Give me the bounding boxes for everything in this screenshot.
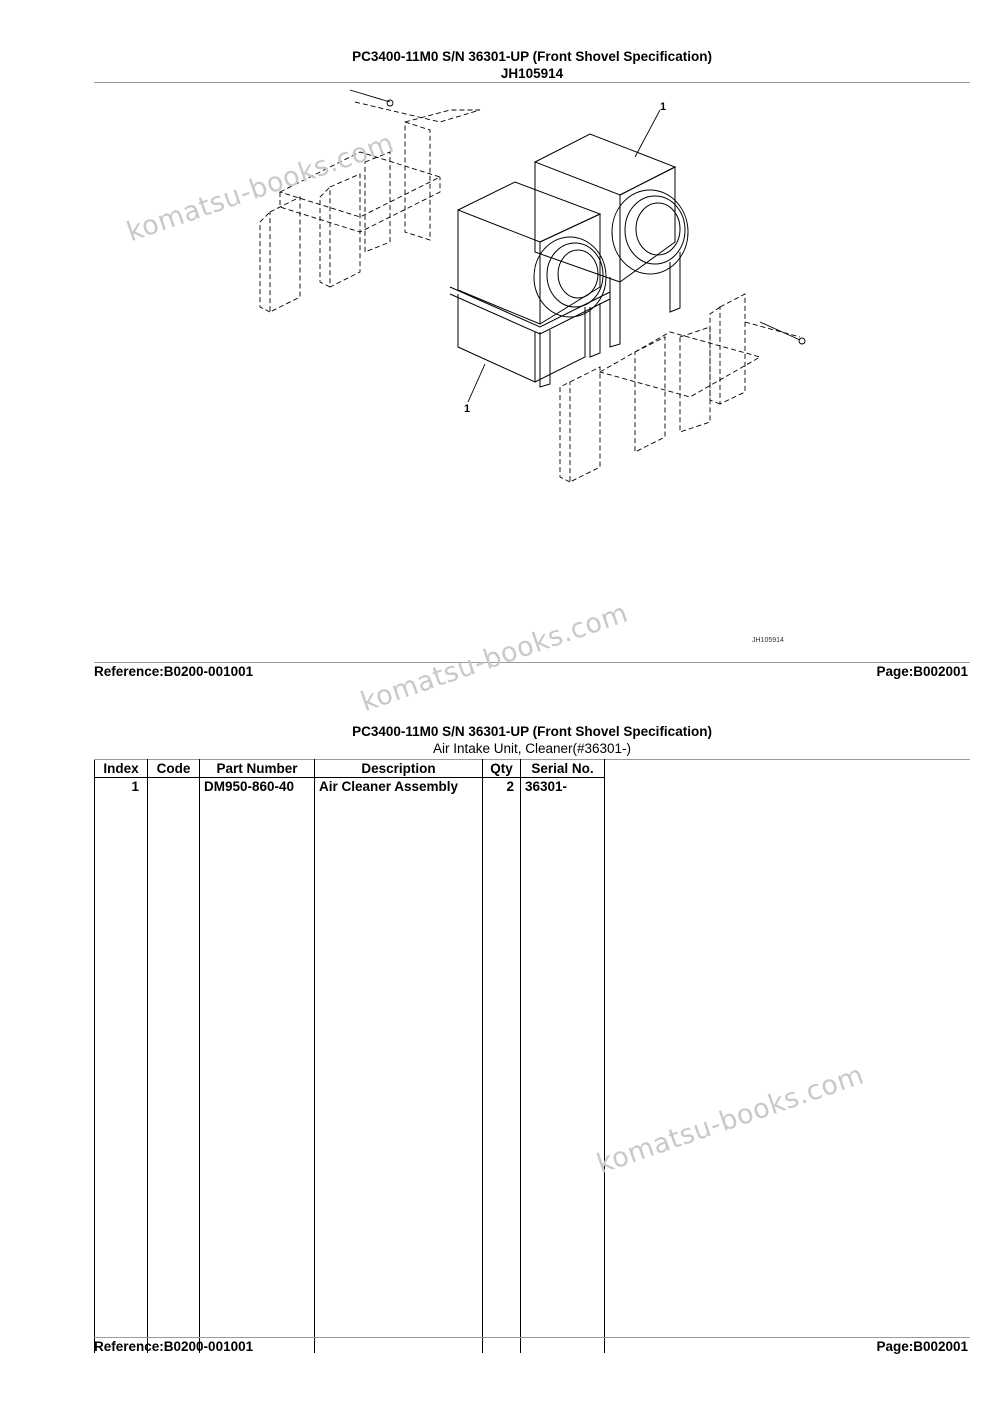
- bolt-hardware: [350, 90, 805, 344]
- left-bracket-outline: [260, 102, 480, 312]
- cell-code: [148, 778, 200, 796]
- header-blank: [605, 760, 971, 778]
- air-cleaner-unit-front: [450, 182, 610, 387]
- header-index: Index: [95, 760, 148, 778]
- reference-label: Reference:B0200-001001: [94, 664, 254, 679]
- watermark: komatsu-books.com: [122, 127, 398, 249]
- header-qty: Qty: [483, 760, 521, 778]
- table-row: [95, 778, 971, 796]
- cell-blank: [605, 778, 971, 796]
- cell-index: 1: [95, 778, 148, 796]
- cell-description: Air Cleaner Assembly: [315, 778, 483, 796]
- header-part-number: Part Number: [200, 760, 315, 778]
- cell-part-number: DM950-860-40: [200, 778, 315, 796]
- reference-label-parts: Reference:B0200-001001: [94, 1339, 254, 1354]
- page-title: PC3400-11M0 S/N 36301-UP (Front Shovel Specification): [352, 49, 712, 64]
- leader-line-top: [635, 110, 660, 157]
- watermark: komatsu-books.com: [592, 1059, 868, 1181]
- header-serial-no: Serial No.: [521, 760, 605, 778]
- figure-code-label: JH105914: [752, 637, 784, 644]
- air-cleaner-drawing: [240, 82, 820, 582]
- right-bracket-outline: [560, 294, 800, 482]
- leader-line-bottom: [468, 364, 485, 402]
- callout-1-top: 1: [660, 101, 667, 113]
- page-title-parts: PC3400-11M0 S/N 36301-UP (Front Shovel Specification): [352, 724, 712, 739]
- figure-id: JH105914: [500, 66, 564, 81]
- header-description: Description: [315, 760, 483, 778]
- footer-divider-parts: [94, 1337, 970, 1338]
- cell-serial: 36301-: [521, 778, 605, 796]
- section-title: Air Intake Unit, Cleaner(#36301-): [432, 741, 632, 756]
- cell-qty: 2: [483, 778, 521, 796]
- page-number-parts: Page:B002001: [876, 1339, 968, 1354]
- table-header-row: [95, 760, 971, 778]
- table-filler-row: [95, 795, 971, 1353]
- header-code: Code: [148, 760, 200, 778]
- watermark: komatsu-books.com: [356, 597, 632, 719]
- parts-table: [94, 759, 970, 1353]
- footer-divider: [94, 662, 970, 663]
- callout-1-bottom: 1: [464, 403, 471, 415]
- page-number: Page:B002001: [876, 664, 968, 679]
